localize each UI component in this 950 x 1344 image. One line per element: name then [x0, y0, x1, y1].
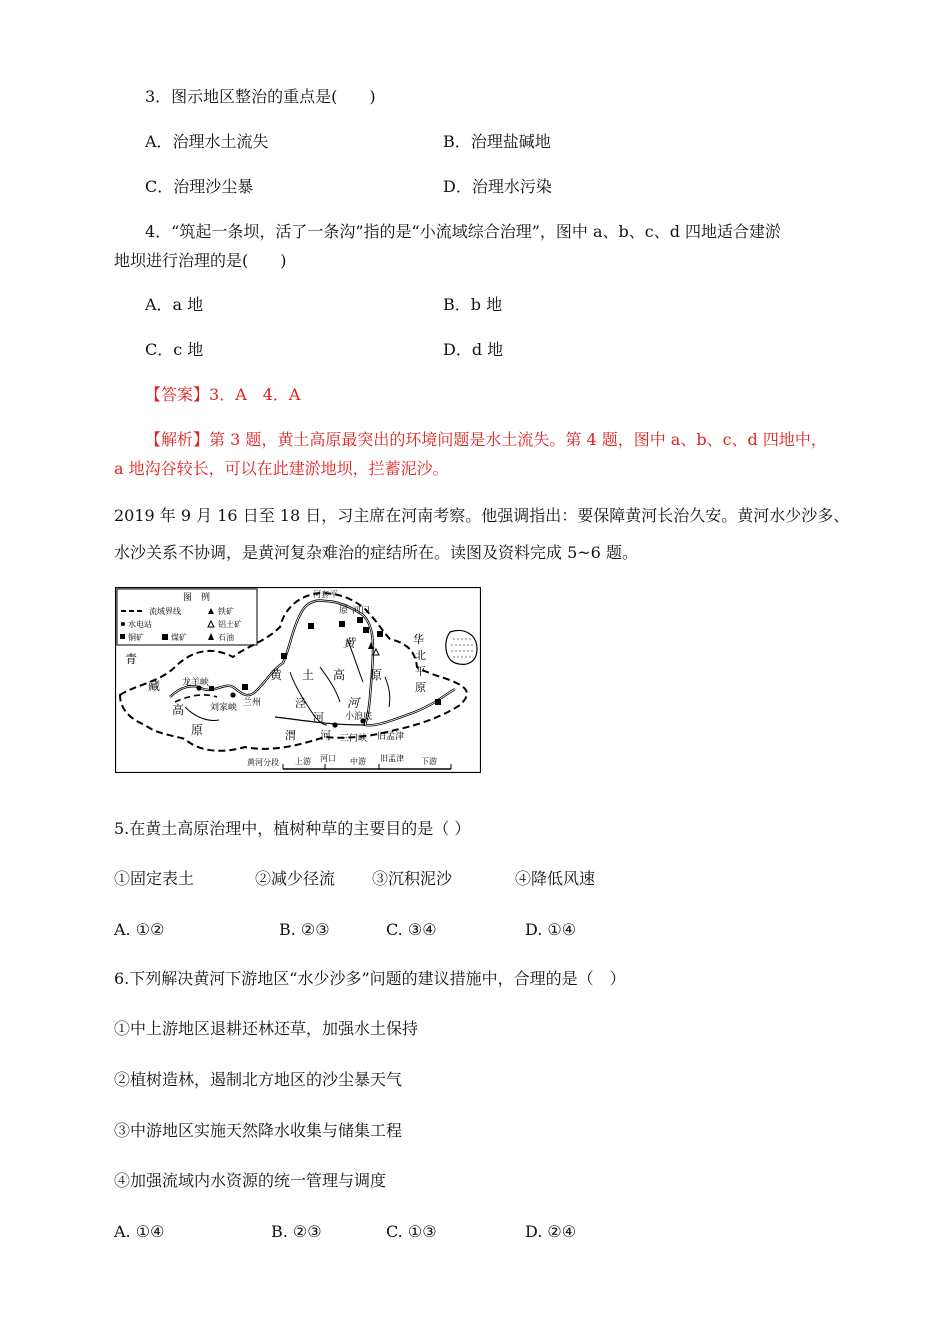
- analysis-label: 【解析】: [145, 430, 210, 449]
- segment-upper: 上游: [295, 757, 311, 766]
- segment-hekou: 河口: [320, 754, 336, 763]
- coal-mine: [357, 617, 363, 623]
- q6-item-3: ③中游地区实施天然降水收集与储集工程: [114, 1121, 403, 1140]
- label-longyangxia: 龙羊峡: [182, 678, 210, 688]
- coal-mine: [435, 699, 441, 705]
- q4-stem-line1: 4．“筑起一条坝，活了一条沟”指的是“小流域综合治理”，图中 a、b、c、d 四地适合建淤: [145, 222, 782, 241]
- answer-text: 3．A 4．A: [209, 385, 301, 404]
- label-gao: 高: [172, 703, 185, 717]
- label-gao2: 高: [333, 668, 346, 682]
- label-ping2: 平: [415, 665, 426, 678]
- label-hetao: 河套: [313, 590, 329, 599]
- label-bei: 北: [415, 649, 426, 662]
- answer-label: 【答案】: [145, 385, 210, 404]
- label-yuan2: 原: [339, 606, 349, 616]
- legend-title: 图 例: [183, 593, 211, 603]
- legend-copper: 铜矿: [128, 633, 144, 642]
- q4-option-d: D．d 地: [443, 340, 504, 359]
- coal-mine: [377, 631, 383, 637]
- label-wei: 渭: [285, 729, 296, 742]
- label-hekou: 河口: [352, 606, 371, 616]
- label-yuan: 原: [191, 723, 204, 737]
- q5-stem: 5.在黄土高原治理中，植树种草的主要目的是（ ）: [114, 819, 471, 838]
- q3-option-a: A．治理水土流失: [145, 132, 269, 151]
- label-jiumengjin: 旧孟津: [377, 732, 405, 742]
- q6-option-d: D. ②④: [525, 1222, 577, 1241]
- label-huang2: 黄: [343, 636, 356, 650]
- sanmenxia-station: [332, 722, 337, 727]
- analysis-line2: a 地沟谷较长，可以在此建淤地坝，拦蓄泥沙。: [114, 459, 449, 478]
- answer: [145, 384, 301, 406]
- hydro-station-icon: [121, 622, 125, 626]
- q6-option-b: B. ②③: [271, 1222, 322, 1241]
- q5-item-3: ③沉积泥沙: [372, 869, 453, 888]
- q4-option-b: B．b 地: [443, 295, 503, 314]
- label-ping: 平: [330, 590, 338, 599]
- label-he2: 河: [313, 711, 324, 724]
- q4-option-c: C．c 地: [145, 340, 204, 359]
- q5-option-c: C. ③④: [386, 920, 437, 939]
- coal-icon: [162, 634, 168, 640]
- label-zang: 藏: [148, 679, 161, 693]
- segments-label: 黄河分段: [247, 758, 279, 767]
- segment-lower: 下游: [421, 757, 437, 766]
- label-yuan3: 原: [370, 668, 383, 682]
- label-tu: 土: [302, 668, 315, 682]
- copper-icon: [120, 634, 125, 639]
- yellow-river-basin-map: [115, 587, 481, 773]
- q3-option-d: D．治理水污染: [443, 177, 552, 196]
- label-sanmenxia: 三门峡: [340, 734, 368, 744]
- copper-mine: [209, 686, 214, 691]
- coal-mine: [339, 621, 345, 627]
- q4-option-a: A．a 地: [145, 295, 204, 314]
- q3-stem: 3．图示地区整治的重点是( ): [145, 87, 376, 106]
- q5-item-1: ①固定表土: [114, 869, 195, 888]
- q3-option-c: C．治理沙尘暴: [145, 177, 254, 196]
- analysis-line1: [145, 429, 827, 451]
- q6-item-4: ④加强流域内水资源的统一管理与调度: [114, 1171, 387, 1190]
- label-huang: 黄: [270, 668, 283, 682]
- q6-item-2: ②植树造林，遏制北方地区的沙尘暴天气: [114, 1070, 403, 1089]
- label-he3: 河: [320, 729, 331, 742]
- q5-option-b: B. ②③: [279, 920, 330, 939]
- q6-stem: 6.下列解决黄河下游地区“水少沙多”问题的建议措施中，合理的是（ ）: [114, 969, 626, 988]
- segment-middle: 中游: [350, 757, 366, 766]
- coal-mine: [242, 684, 248, 690]
- label-qing: 青: [125, 652, 138, 666]
- segment-jiumengjin: 旧孟津: [380, 754, 404, 763]
- map-legend: [117, 589, 257, 645]
- coal-mine: [363, 627, 369, 633]
- label-lanzhou: 兰州: [243, 698, 262, 708]
- label-xiaolangdi: 小浪底: [345, 712, 373, 722]
- q5-item-4: ④降低风速: [515, 869, 596, 888]
- legend-oil: 石油: [218, 633, 234, 642]
- q5-item-2: ②减少径流: [255, 869, 336, 888]
- label-he: 河: [347, 696, 360, 710]
- legend-boundary: 流域界线: [149, 607, 181, 616]
- legend-bauxite: 铝土矿: [218, 620, 242, 629]
- q4-stem-line2: 地坝进行治理的是( ): [114, 251, 287, 270]
- q6-option-a: A. ①④: [114, 1222, 165, 1241]
- label-liujiaxia: 刘家峡: [210, 703, 238, 713]
- label-hua: 华: [413, 633, 424, 646]
- liujiaxia-station: [230, 692, 235, 697]
- coal-mine: [281, 653, 287, 659]
- intro-line1: 2019 年 9 月 16 日至 18 日，习主席在河南考察。他强调指出：要保障黄河长治久安。黄河水少沙多、: [114, 506, 850, 525]
- q5-option-d: D. ①④: [525, 920, 577, 939]
- intro-line2: 水沙关系不协调，是黄河复杂难治的症结所在。读图及资料完成 5~6 题。: [114, 543, 638, 562]
- q5-option-a: A. ①②: [114, 920, 165, 939]
- q3-option-b: B．治理盐碱地: [443, 132, 551, 151]
- label-yuan4: 原: [415, 681, 426, 694]
- label-jing: 泾: [295, 697, 306, 710]
- q6-option-c: C. ①③: [386, 1222, 437, 1241]
- coal-mine: [308, 623, 314, 629]
- legend-hydro: 水电站: [128, 620, 152, 629]
- bohai-sea: [446, 631, 477, 665]
- q6-item-1: ①中上游地区退耕还林还草，加强水土保持: [114, 1019, 419, 1038]
- analysis-text-1: 第 3 题，黄土高原最突出的环境问题是水土流失。第 4 题，图中 a、b、c、d 四地中，: [209, 430, 827, 449]
- legend-coal: 煤矿: [171, 633, 187, 642]
- legend-iron: 铁矿: [218, 607, 234, 616]
